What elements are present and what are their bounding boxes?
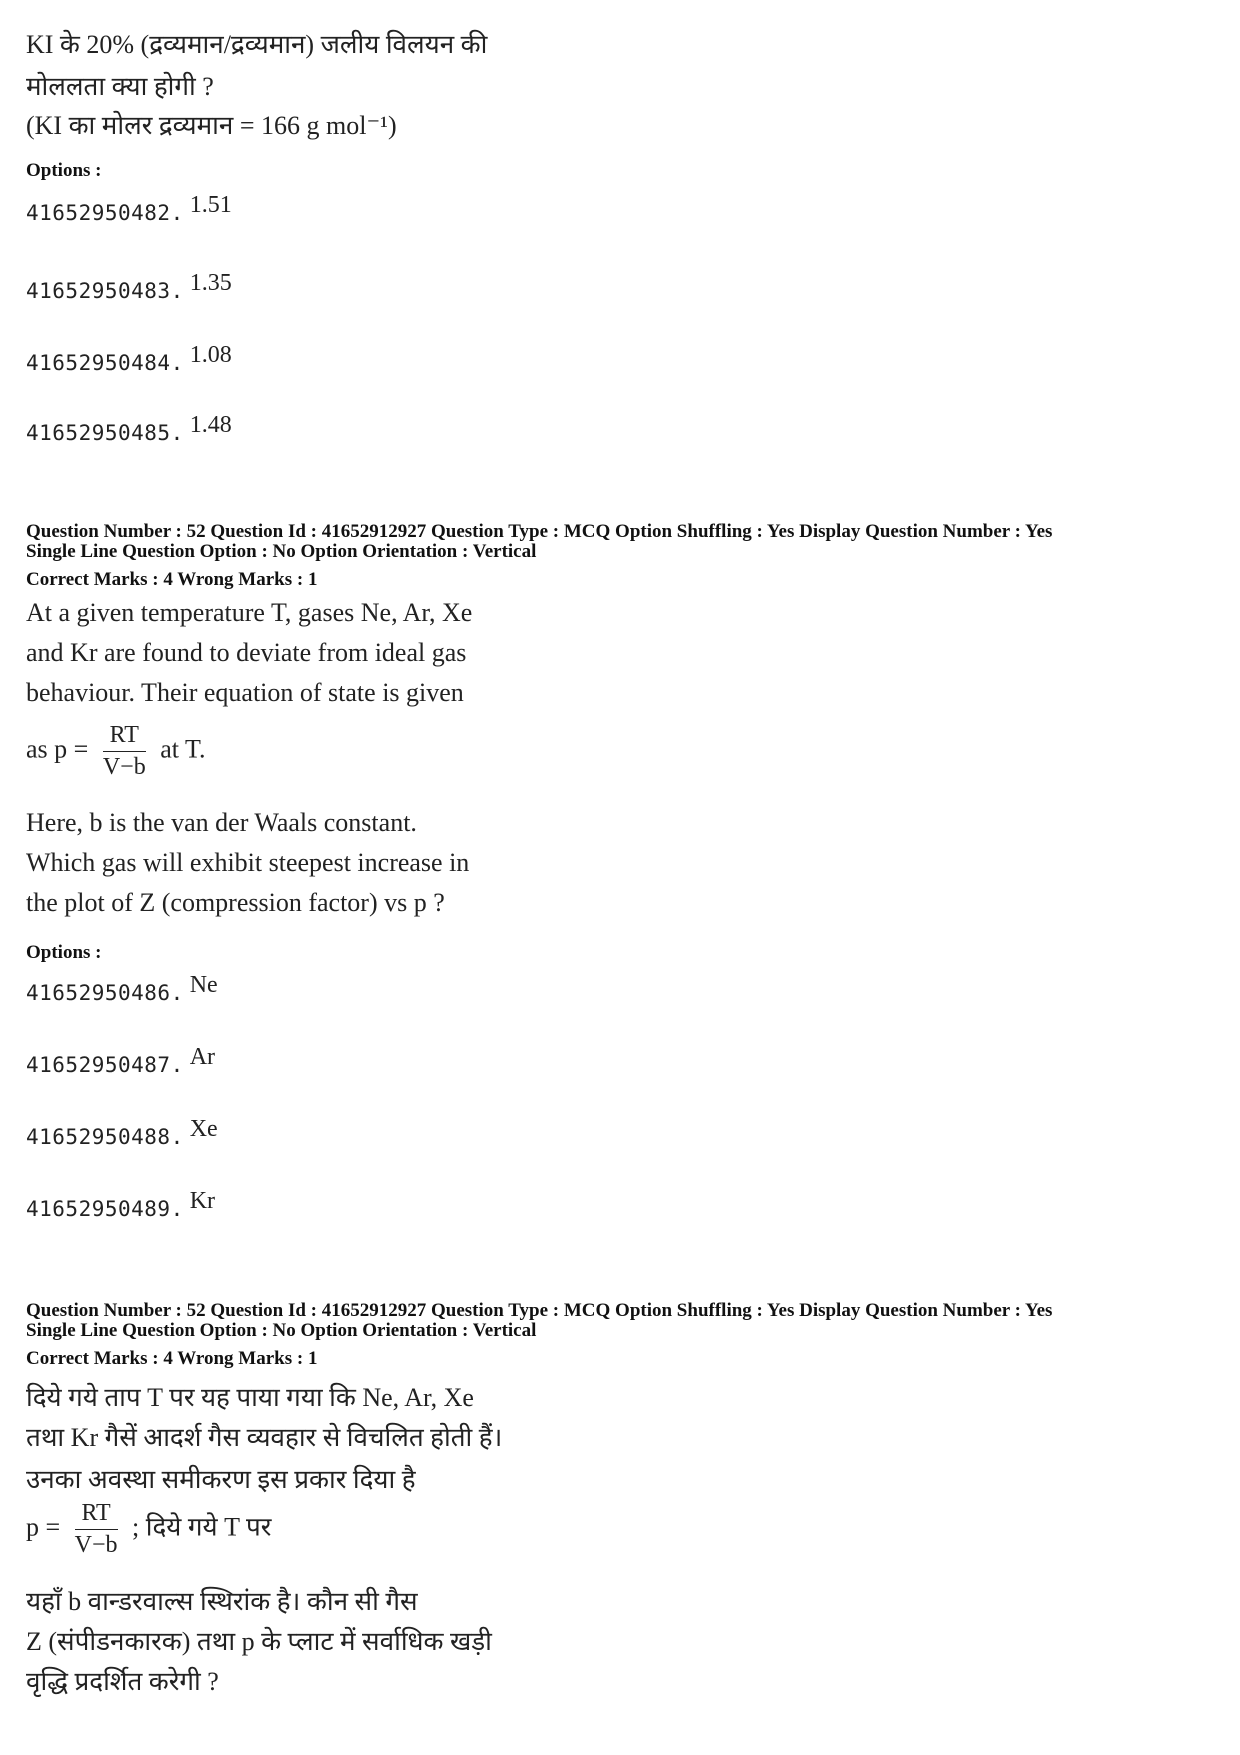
option-item[interactable]	[26, 1188, 216, 1223]
question-text-line: and Kr are found to deviate from ideal gas	[26, 638, 467, 667]
question-text-line: वृद्धि प्रदर्शित करेगी ?	[26, 1667, 219, 1696]
question-text-line: यहाँ b वान्डरवाल्स स्थिरांक है। कौन सी गैस	[26, 1587, 418, 1616]
question-header-line: Question Number : 52 Question Id : 41652912927 Question Type : MCQ Option Shuffling : Yes Display Question Number : Yes	[26, 521, 1053, 542]
option-value: Xe	[189, 1116, 218, 1142]
option-item[interactable]	[26, 270, 232, 305]
option-id: 41652950486.	[26, 981, 184, 1005]
option-id: 41652950483.	[26, 279, 184, 303]
question-51-text	[26, 0, 586, 140]
option-value: Ar	[189, 1044, 216, 1070]
option-item[interactable]	[26, 192, 232, 227]
option-value: 1.51	[189, 192, 232, 218]
option-item[interactable]	[26, 1044, 216, 1079]
fraction-numerator: RT	[75, 1500, 118, 1530]
options-label: Options :	[26, 942, 102, 963]
question-text-line: मोललता क्या होगी ?	[26, 72, 214, 101]
fraction-numerator: RT	[103, 722, 146, 752]
option-id: 41652950482.	[26, 201, 184, 225]
fraction-denominator: V−b	[102, 754, 146, 780]
question-text-line: दिये गये ताप T पर यह पाया गया कि Ne, Ar, Xe	[26, 1383, 474, 1412]
equation	[26, 1500, 271, 1559]
equation-prefix: as p =	[26, 734, 89, 764]
question-text-line: behaviour. Their equation of state is given	[26, 678, 464, 707]
question-text-line: Z (संपीडनकारक) तथा p के प्लाट में सर्वाधिक खड़ी	[26, 1627, 492, 1656]
option-value: 1.48	[189, 412, 232, 438]
question-text-line: (KI का मोलर द्रव्यमान = 166 g mol⁻¹)	[26, 111, 397, 140]
question-text-line: तथा Kr गैसें आदर्श गैस व्यवहार से विचलित होती हैं।	[26, 1423, 503, 1452]
question-text-line: Here, b is the van der Waals constant.	[26, 808, 417, 837]
option-item[interactable]	[26, 1116, 218, 1151]
question-text-line: Which gas will exhibit steepest increase in	[26, 848, 470, 877]
equation-suffix: at T.	[160, 734, 206, 764]
fraction	[75, 1500, 118, 1559]
option-item[interactable]	[26, 972, 218, 1007]
option-value: Ne	[189, 972, 218, 998]
equation-prefix: p =	[26, 1512, 61, 1542]
options-label: Options :	[26, 160, 102, 181]
option-id: 41652950485.	[26, 421, 184, 445]
fraction	[103, 722, 146, 781]
option-id: 41652950488.	[26, 1125, 184, 1149]
option-item[interactable]	[26, 342, 232, 377]
fraction-denominator: V−b	[74, 1532, 118, 1558]
question-52-hindi-text	[26, 1372, 586, 1712]
question-52-text	[26, 590, 586, 930]
option-value: Kr	[189, 1188, 216, 1214]
option-id: 41652950487.	[26, 1053, 184, 1077]
marks-line: Correct Marks : 4 Wrong Marks : 1	[26, 569, 318, 590]
option-value: 1.35	[189, 270, 232, 296]
option-item[interactable]	[26, 412, 232, 447]
question-text-line: the plot of Z (compression factor) vs p ?	[26, 888, 445, 917]
question-text-line: KI के 20% (द्रव्यमान/द्रव्यमान) जलीय विलयन की	[26, 30, 488, 59]
question-header-line: Single Line Question Option : No Option Orientation : Vertical	[26, 1320, 537, 1341]
marks-line: Correct Marks : 4 Wrong Marks : 1	[26, 1348, 318, 1369]
question-header-line: Question Number : 52 Question Id : 41652912927 Question Type : MCQ Option Shuffling : Yes Display Question Number : Yes	[26, 1300, 1053, 1321]
option-id: 41652950484.	[26, 351, 184, 375]
option-id: 41652950489.	[26, 1197, 184, 1221]
question-text-line: At a given temperature T, gases Ne, Ar, Xe	[26, 598, 473, 627]
equation	[26, 722, 205, 781]
equation-suffix: ; दिये गये T पर	[132, 1512, 272, 1542]
question-text-line: उनका अवस्था समीकरण इस प्रकार दिया है	[26, 1465, 416, 1494]
question-header-line: Single Line Question Option : No Option Orientation : Vertical	[26, 541, 537, 562]
option-value: 1.08	[189, 342, 232, 368]
